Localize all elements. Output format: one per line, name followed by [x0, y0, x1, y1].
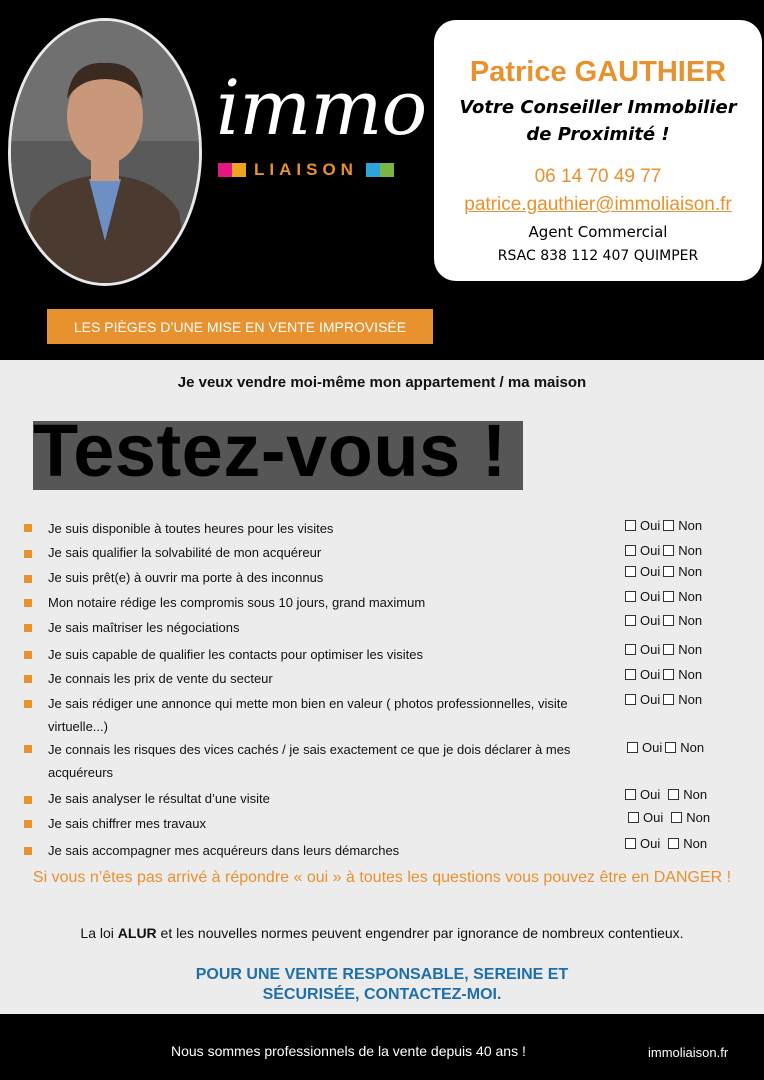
bullet-icon	[24, 796, 32, 804]
questionnaire-section	[0, 360, 764, 1014]
law-text-after: et les nouvelles normes peuvent engendrer par ignorance de nombreux contentieux.	[156, 925, 684, 941]
oui-label: Oui	[642, 740, 663, 755]
bullet-icon	[24, 847, 32, 855]
bullet-icon	[24, 599, 32, 607]
checkbox-non[interactable]	[668, 789, 679, 800]
bullet-icon	[24, 745, 32, 753]
non-label: Non	[678, 543, 703, 558]
oui-label: Oui	[640, 836, 661, 851]
bullet-icon	[24, 700, 32, 708]
checkbox-oui[interactable]	[625, 644, 636, 655]
question-text: Je sais maîtriser les négociations	[48, 620, 240, 635]
agent-email-link[interactable]: patrice.gauthier@immoliaison.fr	[464, 194, 732, 215]
answer-options	[625, 518, 702, 533]
checkbox-non[interactable]	[671, 812, 682, 823]
question-text: Je connais les prix de vente du secteur	[48, 671, 273, 686]
non-label: Non	[680, 740, 705, 755]
agent-phone[interactable]: 06 14 70 49 77	[534, 166, 662, 187]
non-label: Non	[686, 810, 711, 825]
pitfalls-banner: LES PIÈGES D’UNE MISE EN VENTE IMPROVISÉE	[47, 309, 433, 344]
non-label: Non	[683, 787, 708, 802]
checkbox-non[interactable]	[663, 591, 674, 602]
oui-label: Oui	[640, 787, 661, 802]
checkbox-non[interactable]	[663, 520, 674, 531]
checkbox-oui[interactable]	[625, 566, 636, 577]
bullet-icon	[24, 675, 32, 683]
checkbox-non[interactable]	[663, 566, 674, 577]
logo-square-green	[380, 163, 394, 177]
answer-options	[625, 613, 702, 628]
non-label: Non	[678, 642, 703, 657]
logo-square-orange	[232, 163, 246, 177]
checkbox-oui[interactable]	[625, 545, 636, 556]
agent-name: Patrice GAUTHIER	[469, 56, 727, 88]
bullet-icon	[24, 624, 32, 632]
contact-card	[434, 20, 762, 281]
checkbox-oui[interactable]	[625, 789, 636, 800]
checkbox-non[interactable]	[663, 545, 674, 556]
checkbox-non[interactable]	[663, 644, 674, 655]
agent-photo	[8, 18, 202, 286]
non-label: Non	[678, 613, 703, 628]
test-title: Testez-vous !	[33, 409, 507, 492]
non-label: Non	[678, 564, 703, 579]
logo-wordmark: immo	[216, 63, 427, 152]
logo-square-pink	[218, 163, 232, 177]
question-text: Je connais les risques des vices cachés / je sais exactement ce que je dois déclarer à mes acquéreurs	[48, 742, 571, 780]
checkbox-oui[interactable]	[625, 669, 636, 680]
answer-options	[625, 642, 702, 657]
non-label: Non	[678, 518, 703, 533]
cta-line1: POUR UNE VENTE RESPONSABLE, SEREINE ET	[195, 966, 569, 983]
question-text: Je suis prêt(e) à ouvrir ma porte à des inconnus	[48, 570, 324, 585]
oui-label: Oui	[640, 642, 661, 657]
question-text: Je suis disponible à toutes heures pour les visites	[48, 521, 334, 536]
contact-cta	[0, 965, 764, 1005]
agent-role-line1: Votre Conseiller Immobilier	[459, 97, 737, 118]
question-text: Je sais rédiger une annonce qui mette mon bien en valeur ( photos professionnelles, visite virtuelle...)	[48, 696, 568, 734]
answer-options	[628, 810, 710, 825]
checkbox-oui[interactable]	[625, 591, 636, 602]
checkbox-non[interactable]	[668, 838, 679, 849]
portrait-image	[11, 21, 199, 283]
oui-label: Oui	[640, 667, 661, 682]
checkbox-oui[interactable]	[625, 694, 636, 705]
bullet-icon	[24, 550, 32, 558]
bullet-icon	[24, 651, 32, 659]
logo-subtitle	[218, 160, 394, 180]
oui-label: Oui	[640, 589, 661, 604]
checkbox-non[interactable]	[665, 742, 676, 753]
logo-liaison-text: LIAISON	[254, 160, 358, 179]
answer-options	[625, 564, 702, 579]
checkbox-oui[interactable]	[625, 838, 636, 849]
answer-options	[625, 692, 702, 707]
footer-slogan: Nous sommes professionnels de la vente depuis 40 ans !	[171, 1043, 526, 1059]
agent-role-line2: de Proximité !	[526, 124, 670, 145]
non-label: Non	[678, 589, 703, 604]
danger-warning: Si vous n’êtes pas arrivé à répondre « oui » à toutes les questions vous pouvez être en DANGER !	[32, 869, 732, 886]
agent-rsac: RSAC 838 112 407 QUIMPER	[497, 248, 699, 264]
logo-square-blue	[366, 163, 380, 177]
bullet-icon	[24, 524, 32, 532]
checkbox-oui[interactable]	[625, 520, 636, 531]
alur-law-note	[0, 925, 764, 941]
non-label: Non	[683, 836, 708, 851]
question-text: Je sais qualifier la solvabilité de mon acquéreur	[48, 545, 322, 560]
law-text-before: La loi	[80, 925, 118, 941]
checkbox-oui[interactable]	[625, 615, 636, 626]
oui-label: Oui	[640, 564, 661, 579]
header	[0, 0, 764, 333]
footer-website-link[interactable]: immoliaison.fr	[648, 1045, 729, 1060]
checkbox-oui[interactable]	[627, 742, 638, 753]
answer-options	[625, 787, 707, 802]
answer-options	[627, 740, 704, 755]
oui-label: Oui	[643, 810, 664, 825]
answer-options	[625, 836, 707, 851]
question-text: Je sais analyser le résultat d’une visite	[48, 791, 270, 806]
checkbox-non[interactable]	[663, 669, 674, 680]
question-text: Je sais accompagner mes acquéreurs dans leurs démarches	[48, 843, 400, 858]
non-label: Non	[678, 667, 703, 682]
answer-options	[625, 589, 702, 604]
oui-label: Oui	[640, 692, 661, 707]
bullet-icon	[24, 575, 32, 583]
answer-options	[625, 667, 702, 682]
oui-label: Oui	[640, 613, 661, 628]
oui-label: Oui	[640, 518, 661, 533]
answer-options	[625, 543, 702, 558]
questionnaire-subtitle: Je veux vendre moi-même mon appartement / ma maison	[177, 374, 587, 391]
footer	[0, 1014, 764, 1080]
agent-title: Agent Commercial	[528, 223, 668, 241]
non-label: Non	[678, 692, 703, 707]
checkbox-oui[interactable]	[628, 812, 639, 823]
bullet-icon	[24, 820, 32, 828]
oui-label: Oui	[640, 543, 661, 558]
law-text-alur: ALUR	[117, 925, 157, 941]
checkbox-non[interactable]	[663, 615, 674, 626]
cta-line2: SÉCURISÉE, CONTACTEZ-MOI.	[262, 986, 502, 1003]
question-text: Mon notaire rédige les compromis sous 10 jours, grand maximum	[48, 595, 426, 610]
question-text: Je suis capable de qualifier les contacts pour optimiser les visites	[48, 647, 424, 662]
agent-role	[434, 94, 762, 148]
question-text: Je sais chiffrer mes travaux	[48, 816, 206, 831]
checkbox-non[interactable]	[663, 694, 674, 705]
